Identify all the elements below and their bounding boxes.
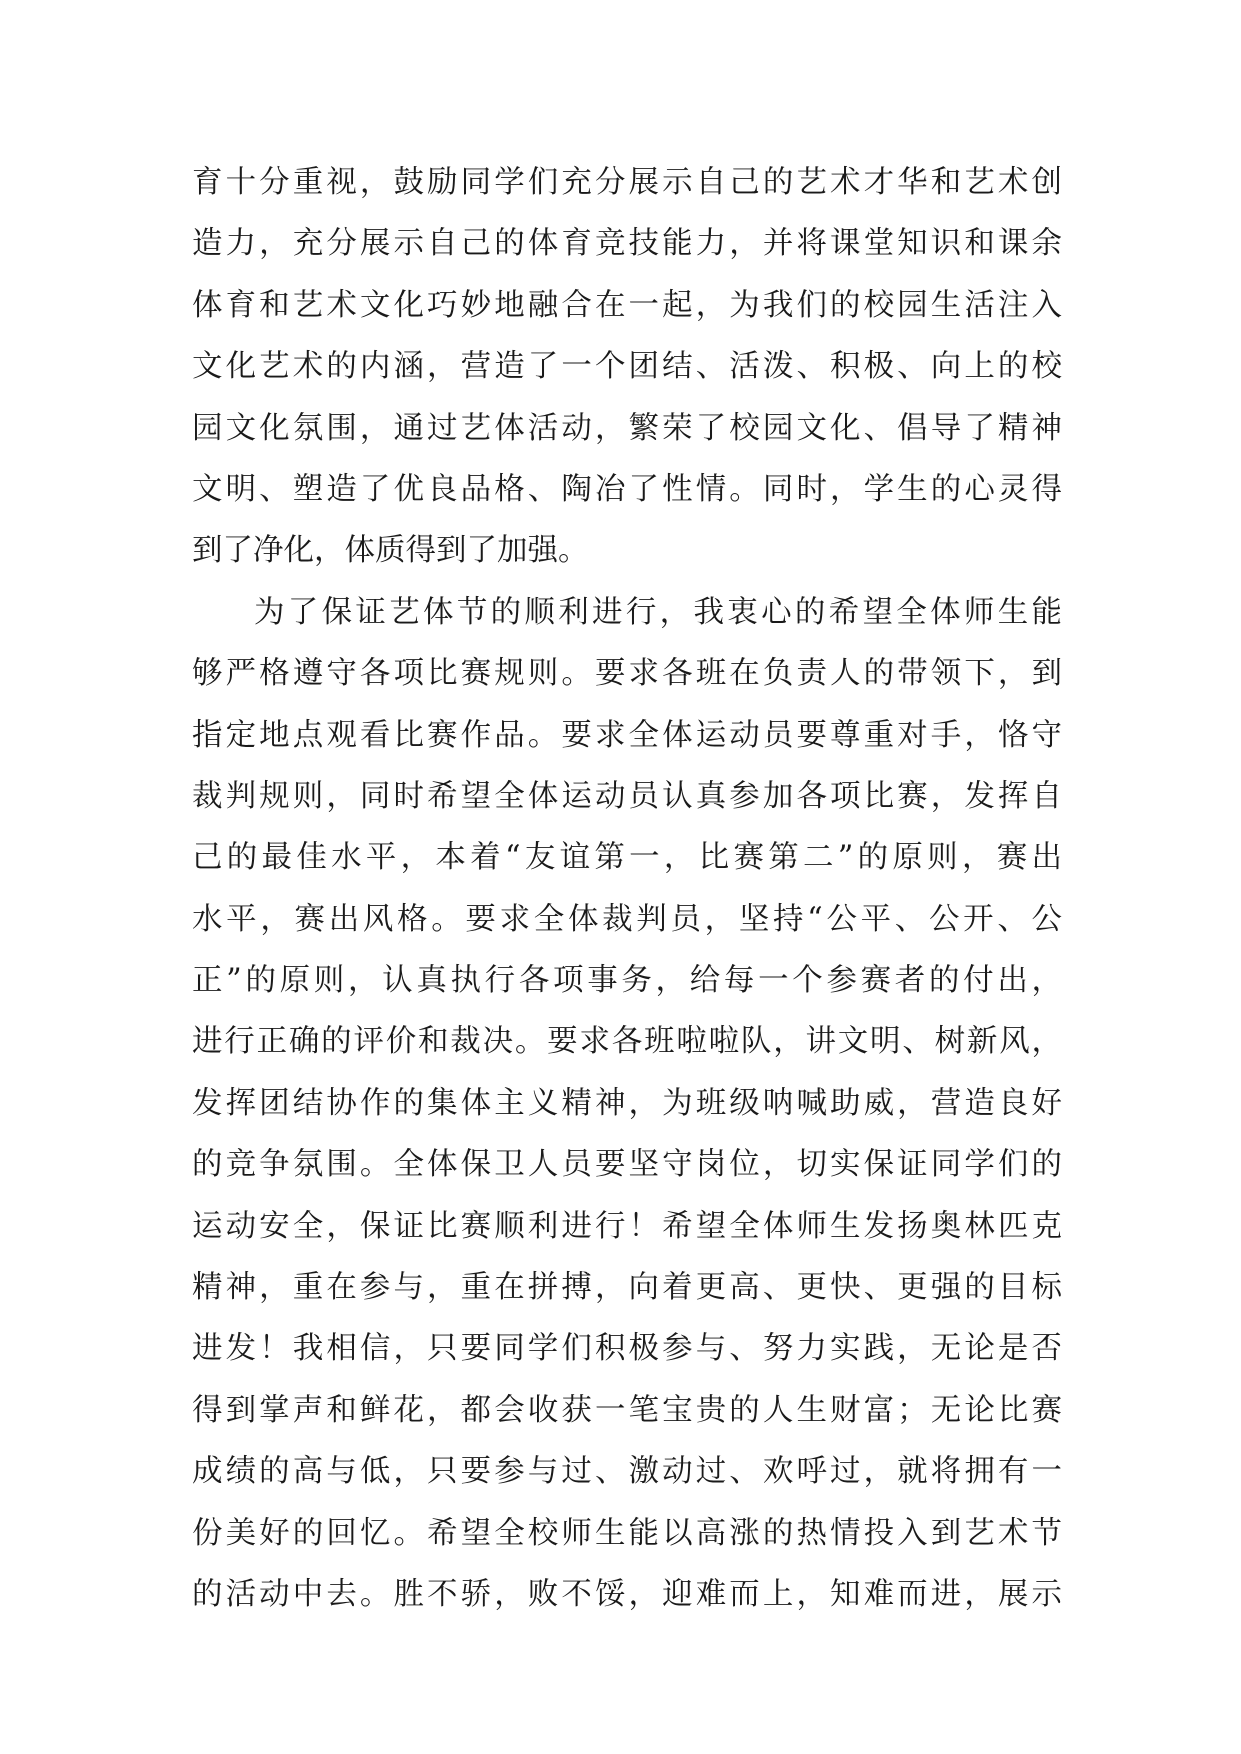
text-line: 为了保证艺体节的顺利进行，我衷心的希望全体师生能 — [254, 594, 1062, 630]
text-line: 发挥团结协作的集体主义精神，为班级呐喊助威，营造良好 — [192, 1085, 1062, 1121]
text-line: 水平，赛出风格。要求全体裁判员，坚持“公平、公开、公 — [192, 901, 1062, 937]
text-line: 进行正确的评价和裁决。要求各班啦啦队，讲文明、树新风， — [192, 1024, 1062, 1060]
text-line: 成绩的高与低，只要参与过、激动过、欢呼过，就将拥有一 — [192, 1454, 1062, 1490]
text-line: 裁判规则，同时希望全体运动员认真参加各项比赛，发挥自 — [192, 778, 1062, 814]
document-body — [192, 152, 1062, 1625]
text-line: 够严格遵守各项比赛规则。要求各班在负责人的带领下，到 — [192, 656, 1062, 692]
text-line: 到了净化，体质得到了加强。 — [192, 533, 589, 569]
text-line: 指定地点观看比赛作品。要求全体运动员要尊重对手，恪守 — [192, 717, 1062, 753]
text-line: 文化艺术的内涵，营造了一个团结、活泼、积极、向上的校 — [192, 349, 1062, 385]
text-line: 的竞争氛围。全体保卫人员要坚守岗位，切实保证同学们的 — [192, 1147, 1062, 1183]
text-line: 的活动中去。胜不骄，败不馁，迎难而上，知难而进，展示 — [192, 1576, 1062, 1612]
paragraph — [192, 582, 1062, 1626]
text-line: 正”的原则，认真执行各项事务，给每一个参赛者的付出， — [192, 963, 1062, 999]
text-line: 育十分重视，鼓励同学们充分展示自己的艺术才华和艺术创 — [192, 165, 1062, 200]
text-line: 得到掌声和鲜花，都会收获一笔宝贵的人生财富；无论比赛 — [192, 1392, 1062, 1428]
text-line: 园文化氛围，通过艺体活动，繁荣了校园文化、倡导了精神 — [192, 410, 1062, 446]
paragraph — [192, 152, 1062, 582]
text-line: 造力，充分展示自己的体育竞技能力，并将课堂知识和课余 — [192, 226, 1062, 262]
text-line: 运动安全，保证比赛顺利进行！希望全体师生发扬奥林匹克 — [192, 1208, 1062, 1244]
text-line: 进发！我相信，只要同学们积极参与、努力实践，无论是否 — [192, 1331, 1062, 1367]
text-line: 份美好的回忆。希望全校师生能以高涨的热情投入到艺术节 — [192, 1515, 1062, 1551]
text-line: 文明、塑造了优良品格、陶冶了性情。同时，学生的心灵得 — [192, 471, 1062, 507]
text-line: 体育和艺术文化巧妙地融合在一起，为我们的校园生活注入 — [192, 287, 1062, 323]
text-line: 己的最佳水平，本着“友谊第一，比赛第二”的原则，赛出 — [192, 840, 1062, 876]
text-line: 精神，重在参与，重在拼搏，向着更高、更快、更强的目标 — [192, 1270, 1062, 1306]
